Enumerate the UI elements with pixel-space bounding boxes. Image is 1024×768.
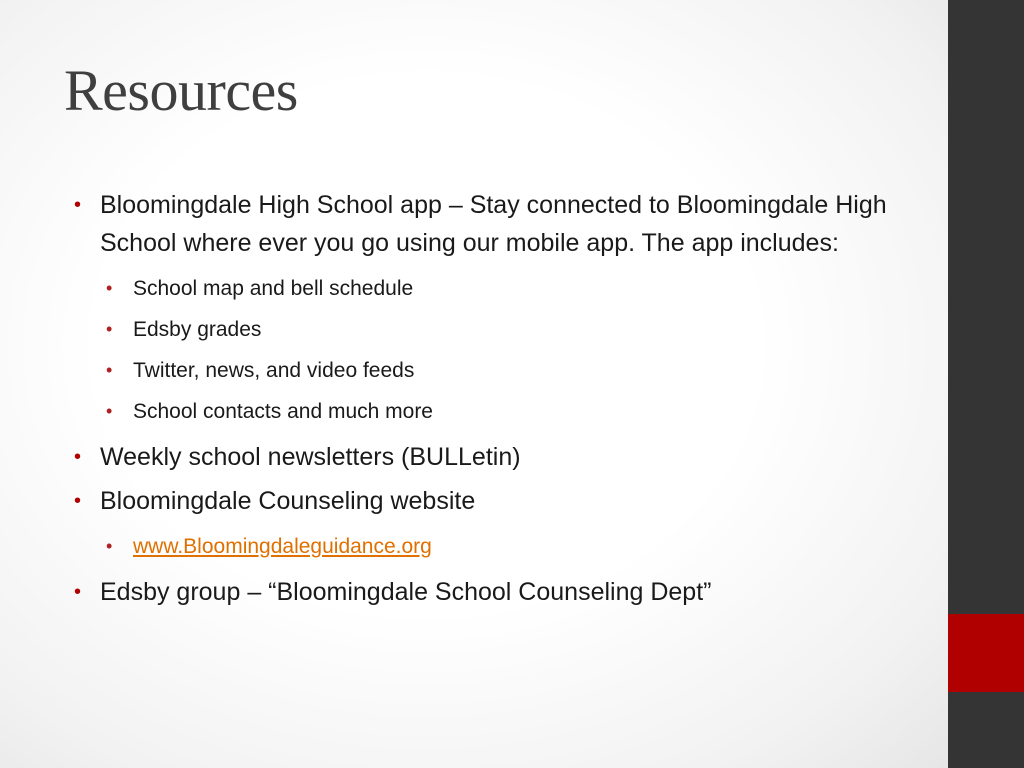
list-item-text: Bloomingdale Counseling website bbox=[100, 487, 476, 515]
sub-list-item-text: Twitter, news, and video feeds bbox=[133, 359, 415, 382]
sub-bullet-icon: • bbox=[106, 401, 113, 421]
bullet-icon: • bbox=[74, 581, 82, 603]
sub-list-item-text: School contacts and much more bbox=[133, 400, 433, 423]
bullet-icon: • bbox=[74, 490, 82, 512]
bullet-icon: • bbox=[74, 446, 82, 468]
bullet-icon: • bbox=[74, 194, 82, 216]
sub-bullet-icon: • bbox=[106, 360, 113, 380]
bullet-list bbox=[72, 186, 922, 617]
list-item-text-wrapper bbox=[72, 573, 922, 611]
list-item-newsletter bbox=[72, 438, 922, 476]
list-item-text: Edsby group – “Bloomingdale School Counseling Dept” bbox=[100, 578, 712, 606]
sub-list-item bbox=[106, 350, 922, 391]
list-item-app bbox=[72, 186, 922, 432]
sub-bullet-icon: • bbox=[106, 536, 113, 556]
list-item-text: Weekly school newsletters (BULLetin) bbox=[100, 443, 521, 471]
list-item-text-wrapper bbox=[72, 438, 922, 476]
slide-title: Resources bbox=[64, 58, 298, 123]
sub-list-item bbox=[106, 309, 922, 350]
decorative-accent-block bbox=[948, 614, 1024, 692]
list-item-text-wrapper bbox=[72, 482, 922, 520]
guidance-website-link[interactable]: www.Bloomingdaleguidance.org bbox=[133, 535, 432, 558]
sub-list-item bbox=[106, 391, 922, 432]
list-item-counseling-website bbox=[72, 482, 922, 567]
list-item-text: Bloomingdale High School app – Stay connected to Bloomingdale High School where ever you go using our mobile app. The app includes: bbox=[100, 191, 887, 257]
sub-list-item-text: Edsby grades bbox=[133, 318, 262, 341]
list-item-edsby-group bbox=[72, 573, 922, 611]
list-item-text-wrapper bbox=[72, 186, 922, 262]
sub-list-item bbox=[106, 268, 922, 309]
sub-bullet-icon: • bbox=[106, 319, 113, 339]
sub-list-item-text: School map and bell schedule bbox=[133, 277, 414, 300]
sub-list-item bbox=[106, 526, 922, 567]
sub-bullet-icon: • bbox=[106, 278, 113, 298]
